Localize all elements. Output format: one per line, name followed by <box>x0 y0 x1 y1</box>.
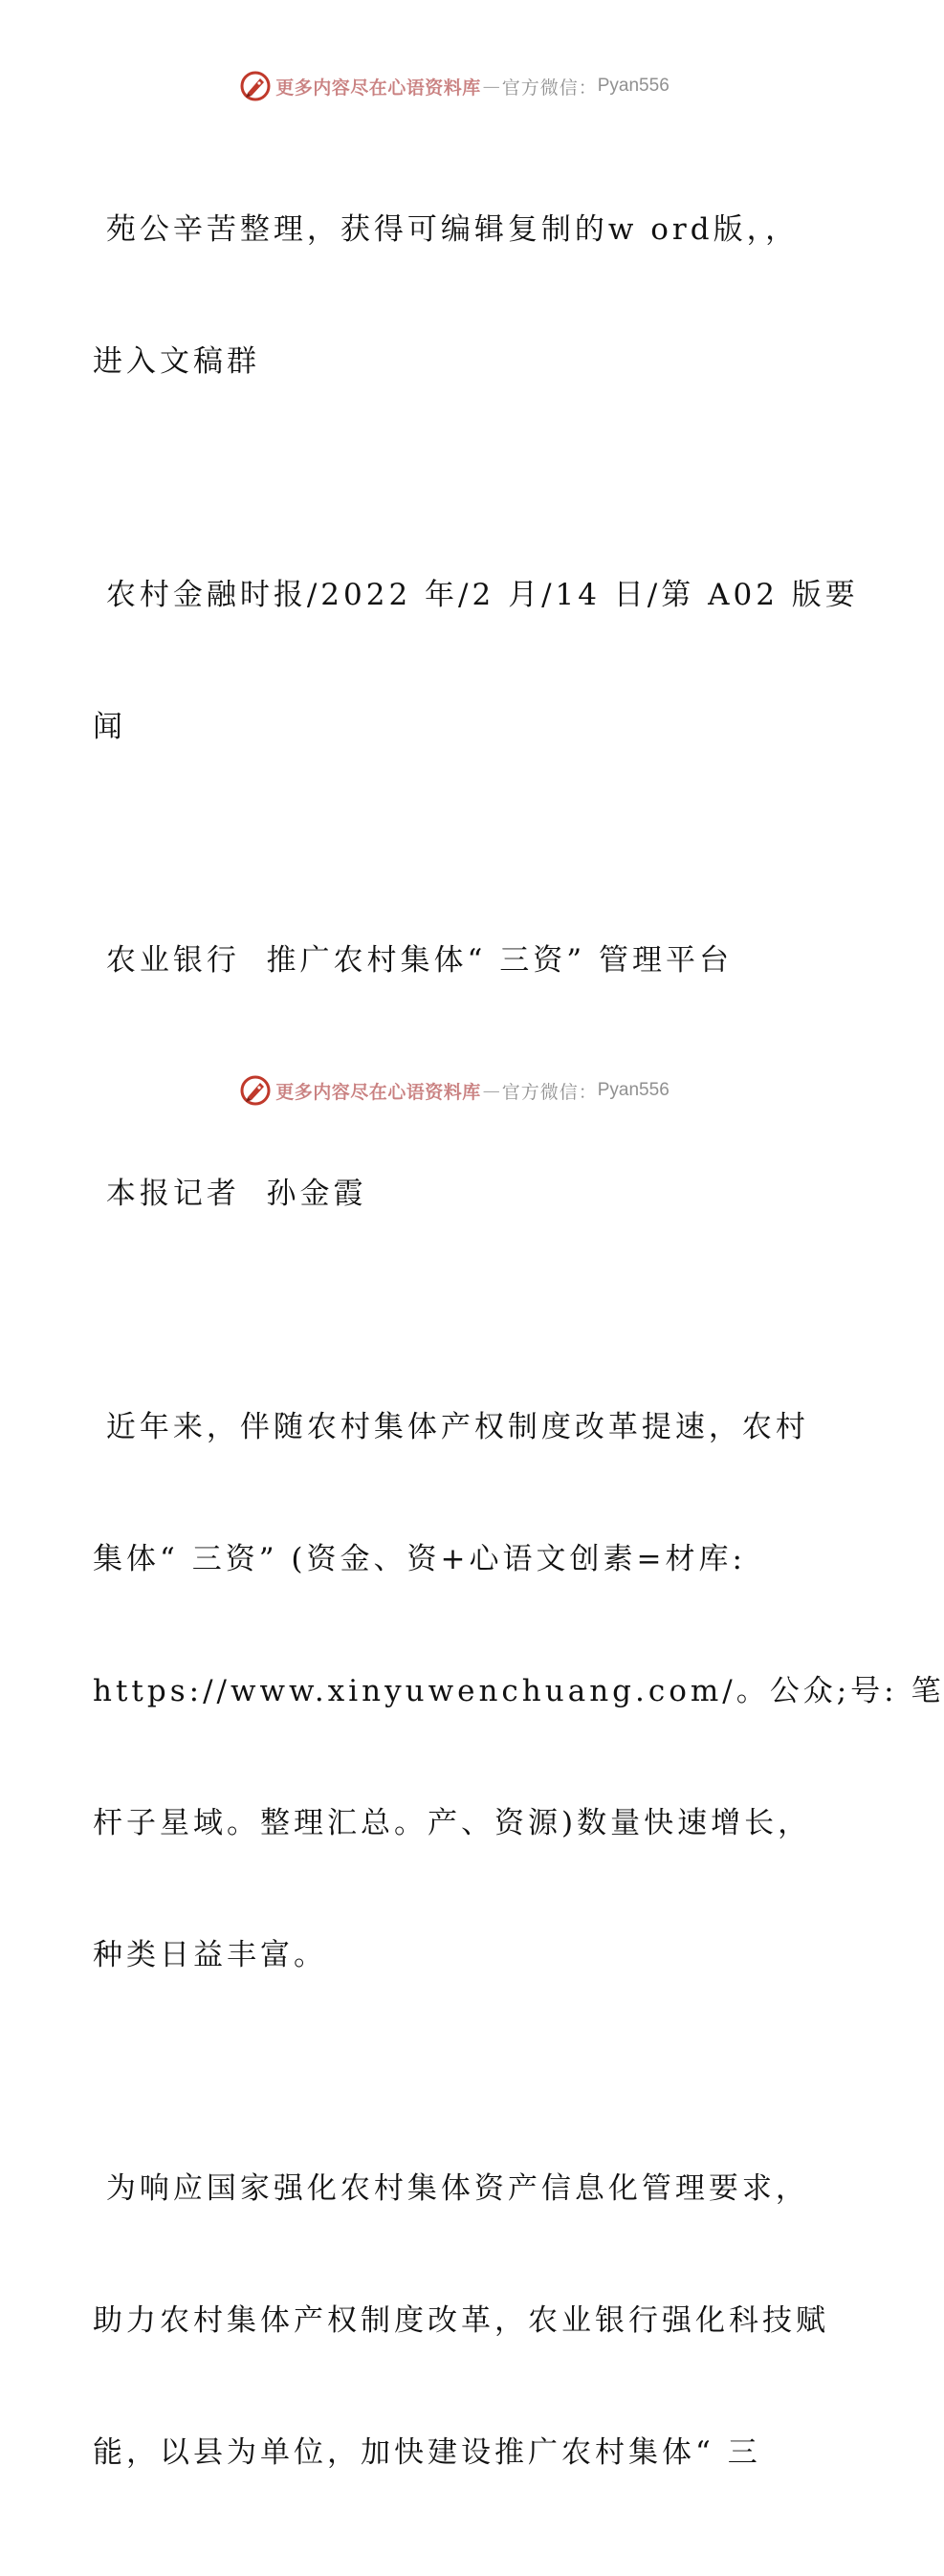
watermark-banner-top <box>0 67 909 105</box>
paragraph-intro <box>93 120 820 472</box>
text-line: 本报记者 孙金霞 <box>93 1177 367 1211</box>
pen-logo-icon <box>239 70 272 102</box>
paragraph-body-1 <box>93 1317 944 2065</box>
pen-logo-icon <box>239 1074 272 1107</box>
text-line: 农业银行 推广农村集体“ 三资” 管理平台 <box>93 943 733 978</box>
text-line: 能，以县为单位，加快建设推广农村集体“ 三 <box>93 2435 761 2470</box>
text-line: 为响应国家强化农村集体资产信息化管理要求， <box>93 2171 809 2206</box>
watermark-label: 官方微信： <box>501 77 598 99</box>
watermark-title: 更多内容尽在心语资料库 <box>275 1081 481 1103</box>
text-line: 进入文稿群 <box>93 344 260 379</box>
watermark-label: 官方微信： <box>501 1081 598 1103</box>
text-line: 苑公辛苦整理，获得可编辑复制的w ord版，， <box>93 212 800 247</box>
paragraph-body-2 <box>93 2079 829 2563</box>
watermark-dash: — <box>482 1080 500 1101</box>
text-line: https://www.xinyuwenchuang.com/。公众;号: 笔 <box>93 1674 944 1708</box>
paragraph-source <box>93 485 859 837</box>
text-line: 近年来，伴随农村集体产权制度改革提速，农村 <box>93 1410 809 1444</box>
text-line: 闻 <box>93 710 126 744</box>
article-byline <box>93 1084 820 1304</box>
watermark-banner-bottom <box>0 1071 909 1110</box>
watermark-id: Pyan556 <box>597 1080 670 1100</box>
text-line: 集体“ 三资” (资金、资+心语文创素=材库: <box>93 1542 746 1576</box>
article-body <box>93 120 944 2576</box>
watermark-dash: — <box>482 76 500 97</box>
text-line: 农村金融时报/2022 年/2 月/14 日/第 A02 版要 <box>93 578 859 612</box>
text-line: 助力农村集体产权制度改革，农业银行强化科技赋 <box>93 2303 829 2338</box>
text-line: 种类日益丰富。 <box>93 1938 327 1972</box>
text-line: 杆子星域。整理汇总。产、资源)数量快速增长， <box>93 1806 812 1840</box>
article-headline <box>93 850 820 1070</box>
watermark-title: 更多内容尽在心语资料库 <box>275 77 481 99</box>
watermark-id: Pyan556 <box>597 76 670 96</box>
